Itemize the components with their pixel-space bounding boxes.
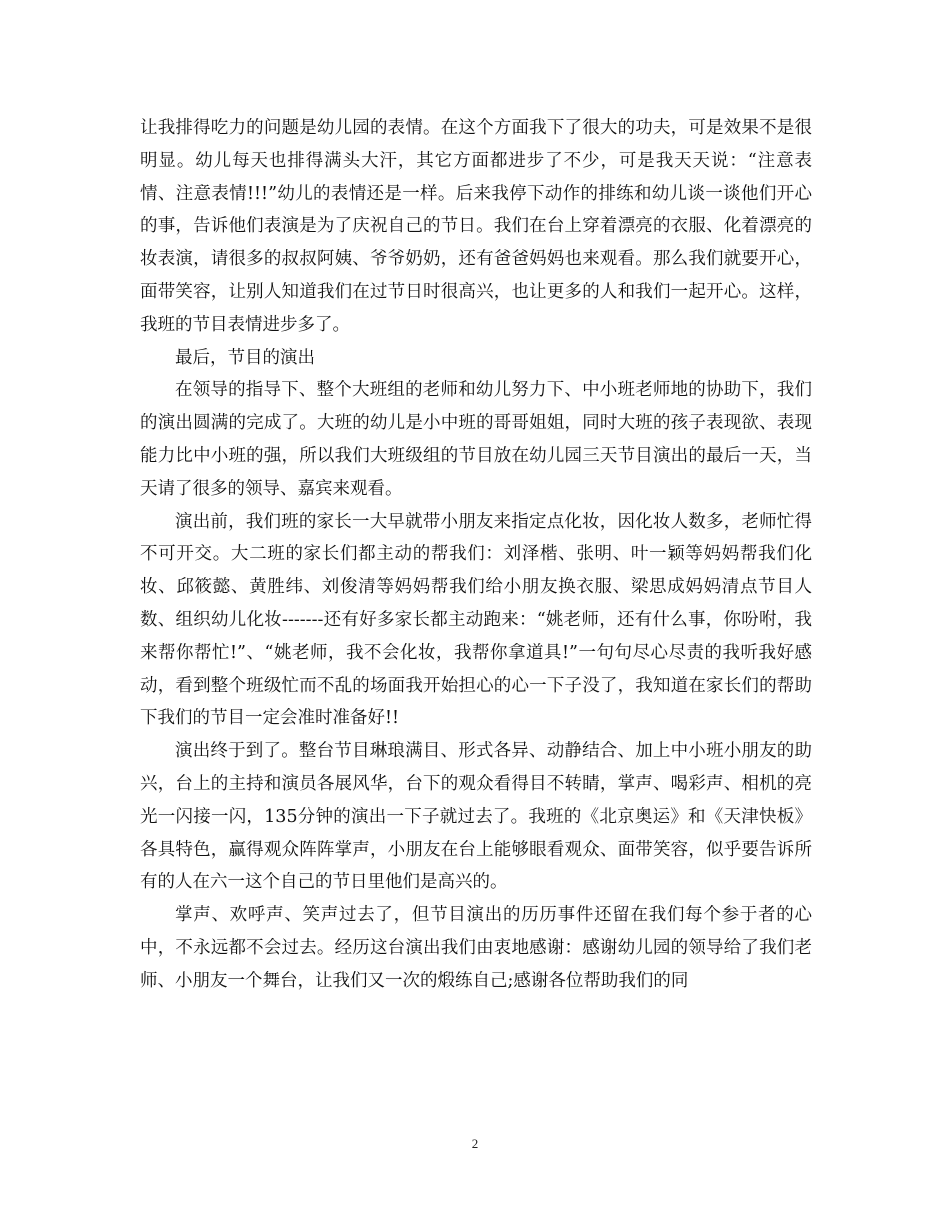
paragraph-performance-day: 演出终于到了。整台节目琳琅满目、形式各异、动静结合、加上中小班小朋友的助兴，台上的主持和演员各展风华，台下的观众看得目不转睛，掌声、喝彩声、相机的亮光一闪接一闪，135分钟的演出一下子就过去了。我班的《北京奥运》和《天津快板》各具特色，赢得观众阵阵掌声，小朋友在台上能够眼看观众、面带笑容，似乎要告诉所有的人在六一这个自己的节日里他们是高兴的。 xyxy=(140,741,812,893)
document-body xyxy=(140,112,812,998)
paragraph-expressions: 让我排得吃力的问题是幼儿园的表情。在这个方面我下了很大的功夫，可是效果不是很明显。幼儿每天也排得满头大汗，其它方面都进步了不少，可是我天天说：“注意表情、注意表情!!!”幼儿的表情还是一样。后来我停下动作的排练和幼儿谈一谈他们开心的事，告诉他们表演是为了庆祝自己的节日。我们在台上穿着漂亮的衣服、化着漂亮的妆表演，请很多的叔叔阿姨、爷爷奶奶，还有爸爸妈妈也来观看。那么我们就要开心，面带笑容，让别人知道我们在过节日时很高兴，也让更多的人和我们一起开心。这样，我班的节目表情进步多了。 xyxy=(140,118,812,335)
section-heading-performance: 最后，节目的演出 xyxy=(175,347,315,368)
page-number: 2 xyxy=(471,1136,479,1151)
paragraph-performance-complete: 在领导的指导下、整个大班组的老师和幼儿努力下、中小班老师地的协助下，我们的演出圆满的完成了。大班的幼儿是小中班的哥哥姐姐，同时大班的孩子表现欲、表现能力比中小班的强，所以我们大班级组的节目放在幼儿园三天节目演出的最后一天，当天请了很多的领导、嘉宾来观看。 xyxy=(140,380,812,499)
paragraph-gratitude: 掌声、欢呼声、笑声过去了，但节目演出的历历事件还留在我们每个参于者的心中，不永远都不会过去。经历这台演出我们由衷地感谢：感谢幼儿园的领导给了我们老师、小朋友一个舞台，让我们又一次的煅练自己;感谢各位帮助我们的同 xyxy=(140,905,812,991)
paragraph-before-performance: 演出前，我们班的家长一大早就带小朋友来指定点化妆，因化妆人数多，老师忙得不可开交。大二班的家长们都主动的帮我们：刘泽楷、张明、叶一颖等妈妈帮我们化妆、邱筱懿、黄胜纬、刘俊清等妈妈帮我们给小朋友换衣服、梁思成妈妈清点节目人数、组织幼儿化妆-------还有好多家长都主动跑来：“姚老师，还有什么事，你吩咐，我来帮你帮忙!”、“姚老师，我不会化妆，我帮你拿道具!”一句句尽心尽责的我听我好感动，看到整个班级忙而不乱的场面我开始担心的心一下子没了，我知道在家长们的帮助下我们的节目一定会准时准备好!! xyxy=(140,511,812,729)
